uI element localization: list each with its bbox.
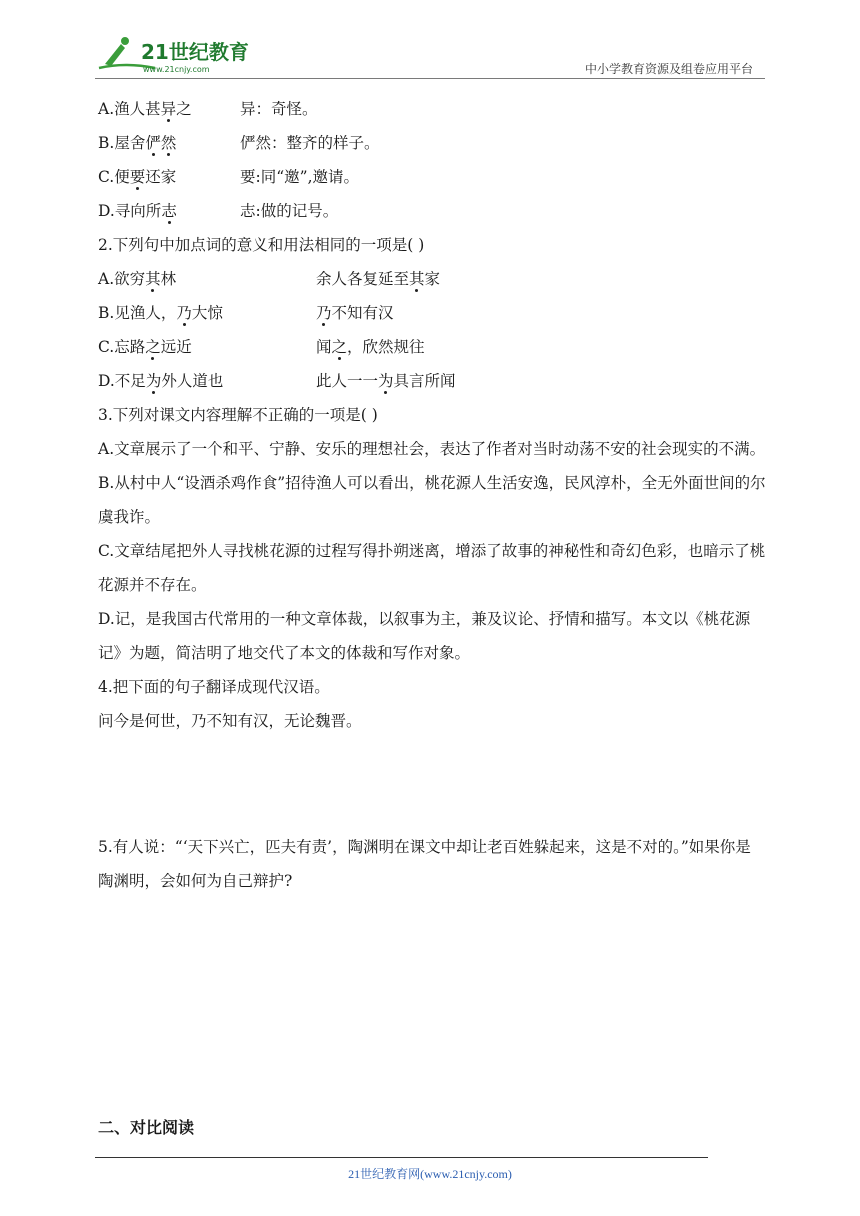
footer-divider xyxy=(95,1157,708,1158)
q2-option-d: D.不足为外人道也 此人一一为具言所闻 xyxy=(98,372,456,390)
q3-option-a: A.文章展示了一个和平、宁静、安乐的理想社会，表达了作者对当时动荡不安的社会现实的不满。 xyxy=(98,440,766,458)
svg-text:www.21cnjy.com: www.21cnjy.com xyxy=(143,65,210,74)
q5-text: 5.有人说：“‘天下兴亡，匹夫有责’，陶渊明在课文中却让老百姓躲起来，这是不对的。”如果你是陶渊明，会如何为自己辩护? xyxy=(98,838,751,890)
q2-option-c: C.忘路之远近 闻之，欣然规往 xyxy=(98,338,425,356)
q3-stem: 3.下列对课文内容理解不正确的一项是( ) xyxy=(98,406,378,424)
page-header xyxy=(95,30,765,80)
q3-option-d: D.记，是我国古代常用的一种文章体裁，以叙事为主，兼及议论、抒情和描写。本文以《桃花源记》为题，简洁明了地交代了本文的体裁和写作对象。 xyxy=(98,610,751,662)
q1-option-b: B.屋舍俨然 俨然：整齐的样子。 xyxy=(98,134,380,152)
q1-option-d: D.寻向所志 志:做的记号。 xyxy=(98,202,339,220)
footer-text: 21世纪教育网(www.21cnjy.com) xyxy=(348,1167,512,1181)
q2-stem: 2.下列句中加点词的意义和用法相同的一项是( ) xyxy=(98,236,425,254)
q2-option-a: A.欲穷其林 余人各复延至其家 xyxy=(98,270,441,288)
q3-option-b: B.从村中人“设酒杀鸡作食”招待渔人可以看出，桃花源人生活安逸，民风淳朴，全无外面世间的尔虞我诈。 xyxy=(98,474,766,526)
section-title: 二、对比阅读 xyxy=(98,1118,195,1137)
q4-sentence: 问今是何世，乃不知有汉，无论魏晋。 xyxy=(98,712,362,730)
q2-option-b: B.见渔人，乃大惊 乃不知有汉 xyxy=(98,304,394,322)
q4-answer-space xyxy=(98,738,766,830)
q1-option-c: C.便要还家 要:同“邀”,邀请。 xyxy=(98,168,359,186)
q1-option-a: A.渔人甚异之 异：奇怪。 xyxy=(98,100,318,118)
q3-option-c: C.文章结尾把外人寻找桃花源的过程写得扑朔迷离，增添了故事的神秘性和奇幻色彩，也暗示了桃花源并不存在。 xyxy=(98,542,766,594)
question-content xyxy=(98,92,766,898)
platform-name: 中小学教育资源及组卷应用平台 xyxy=(584,62,753,76)
header-divider xyxy=(95,78,765,79)
q4-stem: 4.把下面的句子翻译成现代汉语。 xyxy=(98,678,330,696)
logo-21cnjy xyxy=(95,34,265,76)
svg-text:21世纪教育: 21世纪教育 xyxy=(141,40,249,64)
